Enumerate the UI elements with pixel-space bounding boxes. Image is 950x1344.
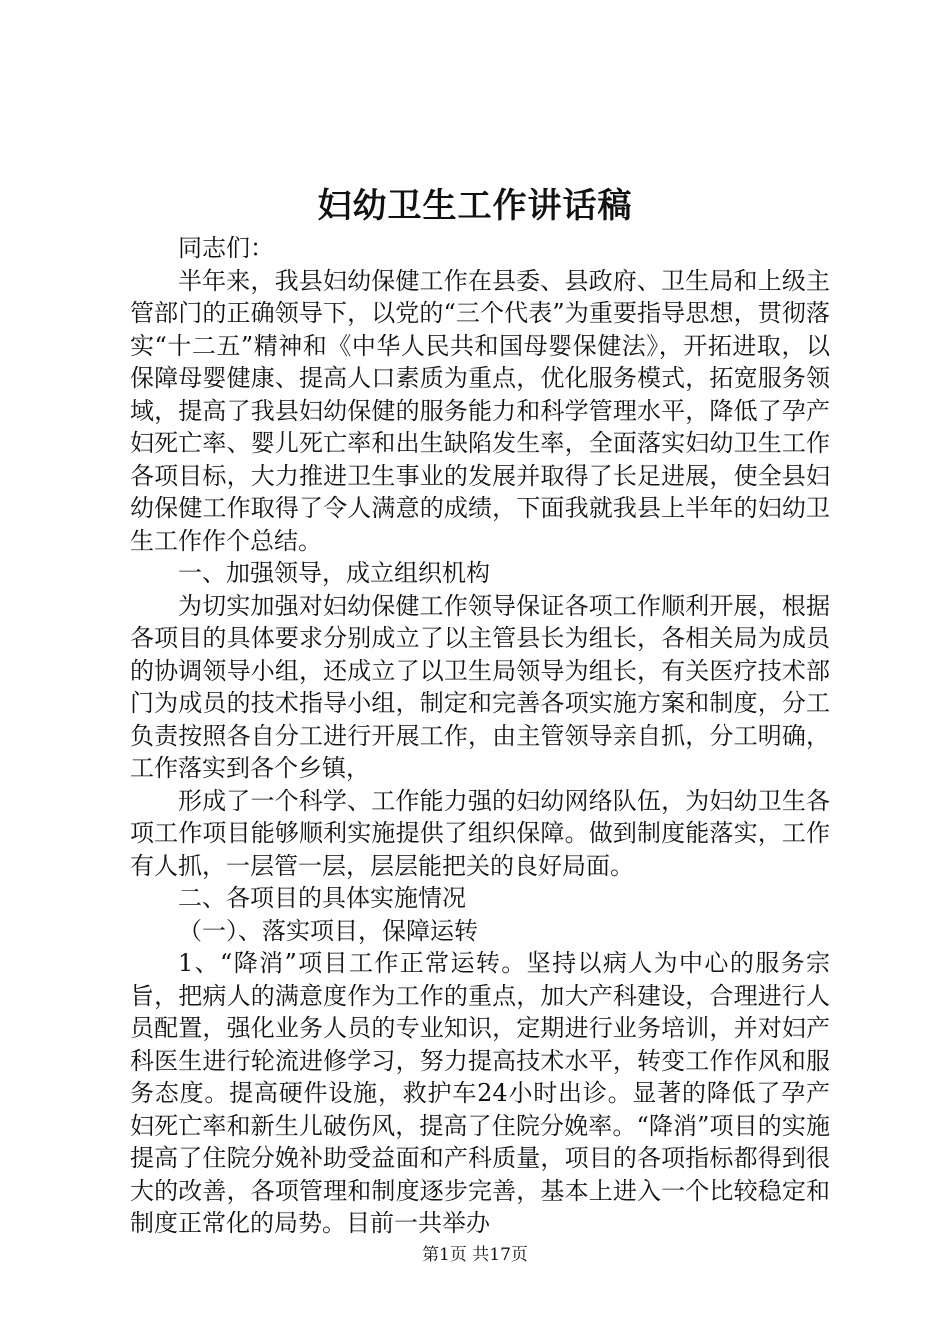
body-paragraph: 形成了一个科学、工作能力强的妇幼网络队伍，为妇幼卫生各项工作项目能够顺利实施提供了组织保障。做到制度能落实，工作有人抓，一层管一层，层层能把关的良好局面。 [130, 786, 830, 880]
section-heading: 一、加强领导，成立组织机构 [178, 559, 490, 587]
page-number-footer: 第1页 共17页 [422, 1245, 528, 1265]
body-paragraph: 半年来，我县妇幼保健工作在县委、县政府、卫生局和上级主管部门的正确领导下，以党的“三个代表”为重要指导思想，贯彻落实“十二五”精神和《中华人民共和国母婴保健法》，开拓进取，以保障母婴健康、提高人口素质为重点，优化服务模式，拓宽服务领域，提高了我县妇幼保健的服务能力和科学管理水平，降低了孕产妇死亡率、婴儿死亡率和出生缺陷发生率，全面落实妇幼卫生工作各项目标，大力推进卫生事业的发展并取得了长足进展，使全县妇幼保健工作取得了令人满意的成绩，下面我就我县上半年的妇幼卫生工作作个总结。 [130, 266, 830, 555]
subsection-heading: （一）、落实项目，保障运转 [178, 916, 478, 945]
section-heading: 二、各项目的具体实施情况 [178, 884, 466, 912]
salutation: 同志们： [178, 234, 274, 262]
body-paragraph: 1、“降消”项目工作正常运转。坚持以病人为中心的服务宗旨，把病人的满意度作为工作的重点，加大产科建设，合理进行人员配置，强化业务人员的专业知识，定期进行业务培训，并对妇产科医生进行轮流进修学习，努力提高技术水平，转变工作作风和服务态度。提高硬件设施，救护车24小时出诊。显著的降低了孕产妇死亡率和新生儿破伤风，提高了住院分娩率。“降消”项目的实施提高了住院分娩补助受益面和产科质量，项目的各项指标都得到很大的改善，各项管理和制度逐步完善，基本上进入一个比较稳定和制度正常化的局势。目前一共举办 [130, 949, 830, 1237]
document-body [130, 232, 830, 1240]
page-title: 妇幼卫生工作讲话稿 [317, 186, 633, 226]
body-paragraph: 为切实加强对妇幼保健工作领导保证各项工作顺利开展，根据各项目的具体要求分别成立了以主管县长为组长，各相关局为成员的协调领导小组，还成立了以卫生局领导为组长，有关医疗技术部门为成员的技术指导小组，制定和完善各项实施方案和制度，分工负责按照各自分工进行开展工作，由主管领导亲自抓，分工明确，工作落实到各个乡镇， [130, 591, 830, 782]
